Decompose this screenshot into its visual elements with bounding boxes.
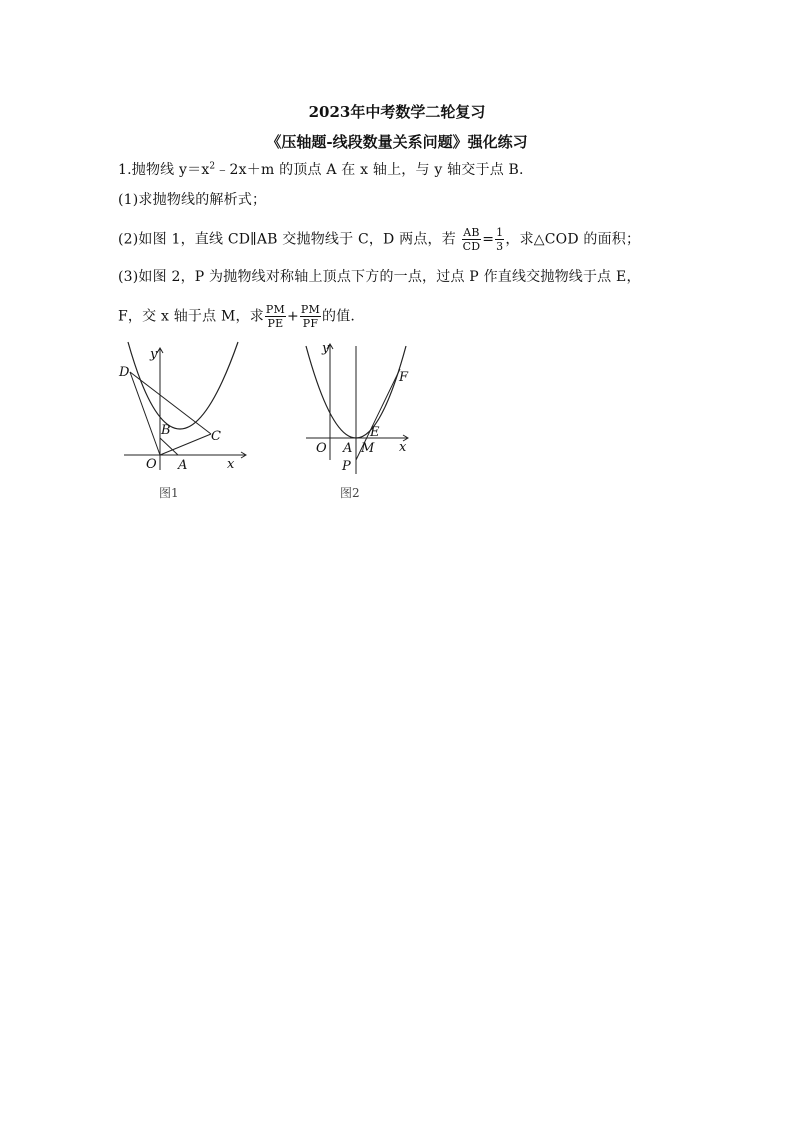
fraction-one-third: [495, 226, 504, 253]
intro-text-a: 1.抛物线 y＝x: [118, 162, 210, 178]
question-2: [118, 226, 640, 253]
fraction-denominator: PF: [302, 317, 319, 330]
label-a: A: [178, 458, 188, 473]
label-o: O: [316, 441, 327, 456]
label-b: B: [161, 423, 171, 438]
fraction-ab-cd: [462, 226, 482, 253]
fraction-pm-pf: [300, 303, 321, 330]
fraction-numerator: PM: [265, 303, 285, 316]
question-3-line-2: [118, 303, 355, 330]
figure-1-diagram: [118, 336, 258, 478]
figure-1-caption: 图1: [159, 486, 179, 500]
plus-sign: +: [286, 308, 299, 325]
label-f: F: [399, 370, 409, 385]
fraction-numerator: AB: [463, 226, 480, 239]
segment-od: [130, 372, 160, 455]
fraction-numerator: 1: [496, 226, 504, 239]
intro-text-b: ﹣2x＋m 的顶点 A 在 x 轴上，与 y 轴交于点 B.: [215, 162, 524, 178]
label-p: P: [342, 459, 351, 474]
label-y: y: [150, 347, 158, 362]
label-y: y: [322, 341, 330, 356]
q2-text-b: ，求△COD 的面积；: [505, 231, 641, 248]
parabola: [128, 342, 238, 429]
label-c: C: [211, 429, 221, 444]
figure-2-caption: 图2: [340, 486, 360, 500]
equals-sign: =: [482, 231, 495, 248]
label-x: x: [399, 440, 407, 455]
segment-ab: [160, 438, 178, 455]
question-1: (1)求抛物线的解析式；: [118, 192, 267, 208]
document-title: 2023年中考数学二轮复习: [308, 103, 486, 121]
fraction-denominator: PE: [267, 317, 284, 330]
q3-text-c: 的值.: [322, 308, 356, 325]
label-o: O: [146, 457, 157, 472]
label-m: M: [361, 441, 375, 456]
question-3-line-1: (3)如图 2，P 为抛物线对称轴上顶点下方的一点，过点 P 作直线交抛物线于点 E，: [118, 269, 641, 285]
label-a: A: [343, 441, 353, 456]
q2-text-a: (2)如图 1，直线 CD∥AB 交抛物线于 C，D 两点，若: [118, 231, 456, 248]
fraction-pm-pe: [265, 303, 286, 330]
fraction-denominator: 3: [496, 240, 504, 253]
label-d: D: [119, 365, 130, 380]
label-x: x: [227, 457, 235, 472]
label-e: E: [370, 425, 380, 440]
q3-text-b: F，交 x 轴于点 M，求: [118, 308, 264, 325]
document-subtitle: 《压轴题-线段数量关系问题》强化练习: [266, 133, 528, 151]
problem-intro: [118, 159, 524, 179]
intro-exponent: 2: [209, 161, 216, 172]
figure-2-diagram: [300, 336, 440, 478]
fraction-denominator: CD: [462, 240, 481, 253]
fraction-numerator: PM: [300, 303, 320, 316]
